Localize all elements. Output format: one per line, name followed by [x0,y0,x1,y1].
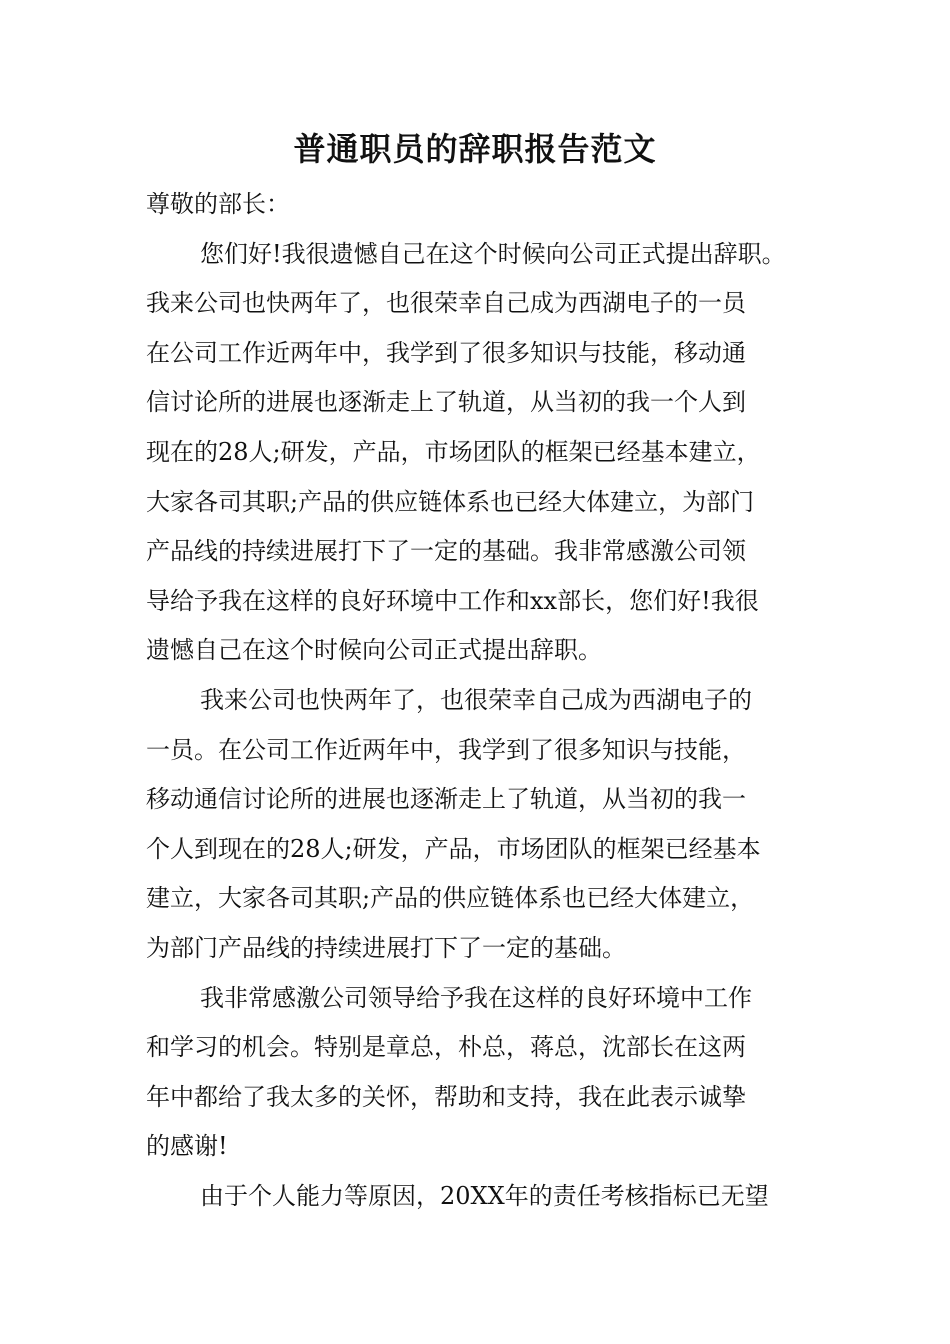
paragraph-1-line-9: 遗憾自己在这个时候向公司正式提出辞职。 [146,636,602,665]
paragraph-3-line-1: 我非常感激公司领导给予我在这样的良好环境中工作 [200,983,752,1012]
salutation: 尊敬的部长： [146,190,290,218]
paragraph-3-line-2: 和学习的机会。特别是章总，朴总，蒋总，沈部长在这两 [146,1033,746,1062]
paragraph-3-line-4: 的感谢! [146,1132,228,1161]
paragraph-2-line-2: 一员。在公司工作近两年中，我学到了很多知识与技能， [146,735,746,764]
paragraph-2-line-4: 个人到现在的28人;研发，产品，市场团队的框架已经基本 [146,834,761,863]
paragraph-2-line-3: 移动通信讨论所的进展也逐渐走上了轨道，从当初的我一 [146,785,746,814]
paragraph-1-line-1: 您们好!我很遗憾自己在这个时候向公司正式提出辞职。 [200,239,786,268]
paragraph-1-line-5: 现在的28人;研发，产品，市场团队的框架已经基本建立， [146,437,761,466]
paragraph-4-line-1: 由于个人能力等原因，20XX年的责任考核指标已无望 [200,1181,769,1210]
paragraph-2-line-6: 为部门产品线的持续进展打下了一定的基础。 [146,933,626,962]
paragraph-1-line-6: 大家各司其职;产品的供应链体系也已经大体建立，为部门 [146,487,755,516]
document-title: 普通职员的辞职报告范文 [293,130,657,168]
paragraph-3-line-3: 年中都给了我太多的关怀，帮助和支持，我在此表示诚挚 [146,1082,746,1111]
paragraph-1-line-2: 我来公司也快两年了，也很荣幸自己成为西湖电子的一员 [146,289,746,318]
paragraph-2-line-5: 建立，大家各司其职;产品的供应链体系也已经大体建立， [146,884,755,913]
paragraph-1-line-3: 在公司工作近两年中，我学到了很多知识与技能，移动通 [146,338,746,367]
paragraph-1-line-7: 产品线的持续进展打下了一定的基础。我非常感激公司领 [146,537,746,566]
document-body [146,180,810,1221]
paragraph-1-line-4: 信讨论所的进展也逐渐走上了轨道，从当初的我一个人到 [146,388,746,417]
paragraph-1-line-8: 导给予我在这样的良好环境中工作和xx部长，您们好!我很 [146,586,759,615]
paragraph-2-line-1: 我来公司也快两年了，也很荣幸自己成为西湖电子的 [200,685,752,714]
